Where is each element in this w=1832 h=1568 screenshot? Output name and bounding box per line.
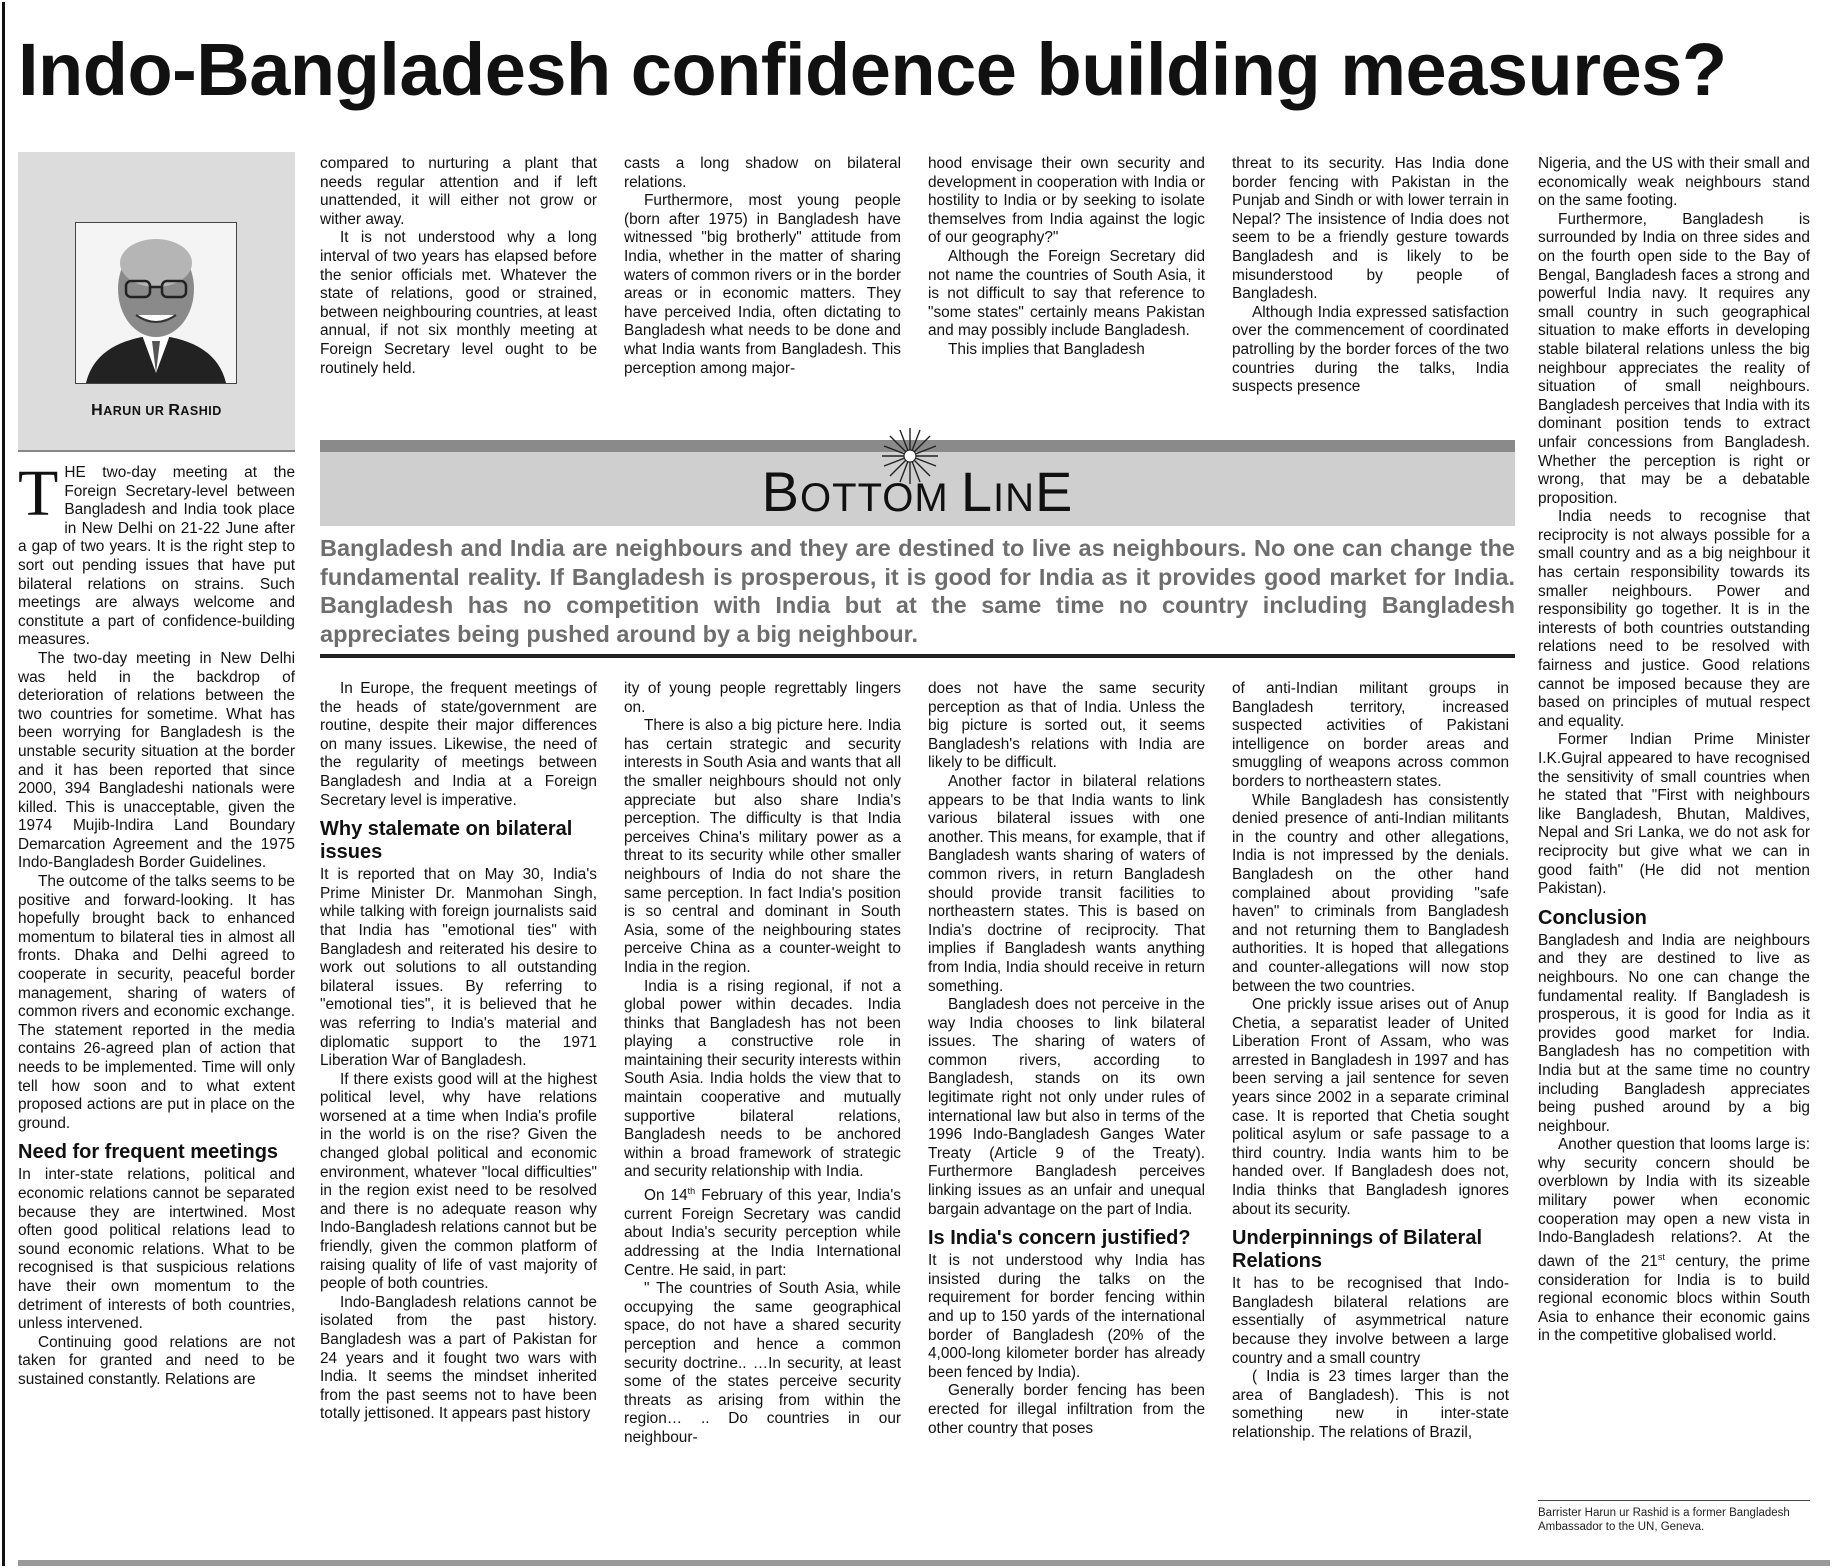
paragraph: On 14th February of this year, India's current Foreign Secretary was candid about India's security perception while addressing at the India International Centre. He said, in part:	[624, 1186, 901, 1279]
column-1	[18, 464, 295, 1560]
paragraph: ity of young people regrettably lingers on.	[624, 680, 901, 716]
paragraph: One prickly issue arises out of Anup Chetia, a separatist leader of United Liberation Front of Assam, who was arrested in Bangladesh in 1997 and has been serving a jail sentence for seven years since 2002 in a separate criminal case. It is reported that Chetia sought political asylum or safe passage to a third country. India wants him to be handed over. If Bangladesh does not, India thinks that Bangladesh ignores about its security.	[1232, 996, 1509, 1218]
paragraph: This implies that Bangladesh	[948, 340, 1145, 358]
paragraph: Bangladesh does not perceive in the way India chooses to link bilateral issues. The sharing of waters of common rivers, according to Bangladesh, stands on its own legitimate right not only under rules of international law but also in terms of the 1996 Indo-Bangladesh Ganges Water Treaty (Article 9 of the Treaty). Furthermore Bangladesh perceives linking issues as an unfair and unequal bargain advantage on the part of India.	[928, 996, 1205, 1218]
column-2-bottom	[320, 680, 597, 1560]
author-box	[18, 152, 295, 452]
paragraph: Furthermore, Bangladesh is surrounded by India on three sides and on the fourth open side to the Bay of Bengal, Bangladesh faces a strong and powerful India navy. It requires any small country in such geographical situation to make efforts in developing stable bilateral relations unless the big neighbour appreciates the reality of situation of small neighbours. Bangladesh perceives that India with its dominant position tends to extract unfair concessions from Bangladesh. Whether the perception is right or wrong, that may be a debatable proposition.	[1538, 210, 1810, 507]
paragraph: Another question that looms large is: why security concern should be overblown by India with its sizeable military power when economic cooperation may open a new vista in Indo-Bangladesh relations?. At the dawn of the 21st century, the prime consideration for India is to build regional economic blocs within South Asia to enhance their economic gains in the competitive globalised world.	[1538, 1136, 1810, 1345]
column-6	[1538, 155, 1810, 1495]
paragraph: While Bangladesh has consistently denied presence of anti-Indian militants in the country and other allegations, India is not impressed by the denials. Bangladesh on the other hand complained about providing "safe haven" to criminals from Bangladesh and not returning them to Bangladesh authorities. It is hoped that allegations and counter-allegations will now stop between the two countries.	[1232, 791, 1509, 995]
bottom-rule	[18, 1560, 1830, 1566]
paragraph: In Europe, the frequent meetings of the heads of state/government are routine, despite their major differences on many issues. Likewise, the need of the regularity of meetings between Bangladesh and India at a Foreign Secretary level is imperative.	[320, 680, 597, 809]
paragraph: Bangladesh and India are neighbours and they are destined to live as neighbours. No one can change the fundamental reality. If Bangladesh is prosperous, it is good for India as it provides good market for India. Bangladesh has no competition with India but at the same time no country including Bangladesh appreciates being pushed around by a big neighbour.	[1538, 931, 1810, 1135]
paragraph: compared to nurturing a plant that needs regular attention and if left unattended, it will either not grow or wither away.	[320, 155, 597, 228]
bottom-line-title: BOTTOM LINE	[761, 460, 1074, 523]
drop-cap: T	[18, 464, 59, 530]
subheading: Is India's concern justified?	[928, 1227, 1191, 1250]
divider	[320, 654, 1515, 658]
column-5-bottom	[1232, 680, 1509, 1560]
column-4-bottom	[928, 680, 1205, 1560]
lead-paragraph: THE two-day meeting at the Foreign Secretary-level between Bangladesh and India took place in New Delhi on 21-22 June after a gap of two years. It is the right step to sort out pending issues that have put bilateral relations on strains. Such meetings are always welcome and constitute a part of confidence-building measures.	[18, 464, 295, 649]
paragraph: threat to its security. Has India done border fencing with Pakistan in the Punjab and Sindh or with lower terrain in Nepal? The insistence of India does not seem to be a friendly gesture towards Bangladesh and is likely to be misunderstood by people of Bangladesh.	[1232, 155, 1509, 303]
paragraph: Nigeria, and the US with their small and economically weak neighbours stand on the same footing.	[1538, 155, 1810, 210]
quote: " The countries of South Asia, while occupying the same geographical space, do not have a shared security perception and hence a common security doctrine.. …In security, at least some of the states perceive security threats as arising from within the region… .. Do countries in our neighbour-	[624, 1280, 901, 1446]
paragraph: There is also a big picture here. India has certain strategic and security interests in South Asia and wants that all the smaller neighbours should not only appreciate but also share India's perception. The difficulty is that India perceives China's military power as a threat to its security while other smaller neighbours of India do not share the same perception. In fact India's position is so central and dominant in South Asia, some of the neighbouring states perceive China as a counter-weight to India in the region.	[624, 717, 901, 976]
author-portrait-icon	[75, 222, 237, 384]
column-2-top	[320, 155, 597, 415]
column-3-bottom	[624, 680, 901, 1560]
paragraph: It is not understood why a long interval of two years has elapsed before the senior officials met. Whatever the state of relations, good or strained, between neighbouring countries, at least annual, if not six monthly meeting at Foreign Secretary level ought to be routinely held.	[320, 229, 597, 377]
paragraph: It is not understood why India has insisted during the talks on the requirement for border fencing within and up to 150 yards of the international border of Bangladesh (20% of the 4,000-long kilometer border has already been fenced by India).	[928, 1252, 1205, 1381]
paragraph: It is reported that on May 30, India's Prime Minister Dr. Manmohan Singh, while talking with foreign journalists said that India has "emotional ties" with Bangladesh and reiterated his desire to work out solutions to all outstanding bilateral issues. By referring to "emotional ties", it is believed that he was referring to India's material and diplomatic support to the 1971 Liberation War of Bangladesh.	[320, 866, 597, 1070]
paragraph: casts a long shadow on bilateral relations.	[624, 155, 901, 191]
paragraph: Another factor in bilateral relations appears to be that India wants to link various bilateral issues with one another. This means, for example, that if Bangladesh wants sharing of waters of common rivers, in return Bangladesh should provide transit facilities to northeastern states. This is based on India's doctrine of reciprocity. That implies if Bangladesh wants anything from India, India should receive in return something.	[928, 772, 1205, 995]
bottom-line-text: Bangladesh and India are neighbours and they are destined to live as neighbours. No one can change the fundamental reality. If Bangladesh is prosperous, it is good for India as it provides good market for India. Bangladesh has no competition with India but at the same time no country including Bangladesh appreciates being pushed around by a big neighbour.	[320, 535, 1515, 647]
divider	[1538, 1500, 1810, 1501]
paragraph: Former Indian Prime Minister I.K.Gujral appeared to have recognised the sensitivity of small countries when he stated that "First with neighbours like Bangladesh, Bhutan, Maldives, Nepal and Sri Lanka, we do not ask for reciprocity but give what we can in good faith" (He did not mention Pakistan).	[1538, 731, 1810, 898]
paragraph: does not have the same security perception as that of India. Unless the big picture is sorted out, it seems Bangladesh's relations with India are likely to be difficult.	[928, 680, 1205, 772]
paragraph: In inter-state relations, political and economic relations cannot be separated because they are intertwined. Most often good political relations lead to sound economic relations. What to be recognised is that suspicious relations have their own momentum to the detriment of interests of both countries, unless intervened.	[18, 1166, 295, 1333]
paragraph: If there exists good will at the highest political level, why have relations worsened at a time when India's profile in the world is on the rise? Given the changed global political and economic environment, whatever "local difficulties" in the region exist need to be resolved and there is no adequate reason why Indo-Bangladesh relations cannot but be friendly, given the common platform of raising quality of life of vast majority of people of both countries.	[320, 1070, 597, 1293]
author-footnote: Barrister Harun ur Rashid is a former Bangladesh Ambassador to the UN, Geneva.	[1538, 1507, 1790, 1533]
paragraph: Continuing good relations are not taken for granted and need to be sustained constantly. Relations are	[18, 1333, 295, 1388]
paragraph: ( India is 23 times larger than the area of Bangladesh). This is not something new in inter-state relationship. The relations of Brazil,	[1232, 1368, 1509, 1441]
paragraph: of anti-Indian militant groups in Bangladesh territory, increased suspected activities of Pakistani intelligence on border areas and smuggling of weapons across common borders to northeastern states.	[1232, 680, 1509, 790]
paragraph: Furthermore, most young people (born after 1975) in Bangladesh have witnessed "big brotherly" attitude from India, whether in the matter of sharing waters of common rivers or in the border areas or in economic matters. They have perceived India, often dictating to Bangladesh what needs to be done and what India wants from Bangladesh. This perception among major-	[624, 192, 901, 377]
paragraph: Generally border fencing has been erected for illegal infiltration from the other country that poses	[928, 1382, 1205, 1437]
paragraph: Although the Foreign Secretary did not name the countries of South Asia, it is not difficult to say that reference to "some states" certainly means Pakistan and may possibly include Bangladesh.	[928, 247, 1205, 340]
subheading: Need for frequent meetings	[18, 1141, 279, 1164]
column-3-top	[624, 155, 901, 415]
headline: Indo-Bangladesh confidence building measures?	[18, 28, 1727, 111]
paragraph: Although India expressed satisfaction over the commencement of coordinated patrolling by the border forces of the two countries during the talks, India suspects presence	[1232, 303, 1509, 396]
paragraph: India needs to recognise that reciprocity is not always possible for a small country and as a big neighbour it has certain responsibility towards its smaller neighbours. Power and responsibility go together. It is in the interests of both countries outstanding relations need to be resolved with fairness and justice. Good relations cannot be imposed because they are based on principles of mutual respect and equality.	[1538, 508, 1810, 730]
paragraph: It has to be recognised that Indo-Bangladesh bilateral relations are essentially of asymmetrical nature because they involve between a large country and a small country	[1232, 1275, 1509, 1367]
subheading: Conclusion	[1538, 906, 1647, 929]
subheading: Underpinnings of Bilateral Relations	[1232, 1227, 1483, 1273]
author-name: HARUN UR RASHID	[91, 402, 222, 419]
subheading: Why stalemate on bilateral issues	[320, 818, 573, 864]
paragraph: The two-day meeting in New Delhi was held in the backdrop of deterioration of relations between the two countries for sometime. What has been worrying for Bangladesh is the unstable security situation at the border and it has been reported that since 2000, 394 Bangladeshi nationals were killed. This is unacceptable, given the 1974 Mujib-Indira Land Boundary Demarcation Agreement and the 1975 Indo-Bangladesh Border Guidelines.	[18, 649, 295, 872]
paragraph: hood envisage their own security and development in cooperation with India or hostility to India or by seeking to isolate themselves from India against the logic of our geography?"	[928, 155, 1205, 247]
column-4-top	[928, 155, 1205, 415]
paragraph: Indo-Bangladesh relations cannot be isolated from the past history. Bangladesh was a part of Pakistan for 24 years and it fought two wars with India. It seems the mindset inherited from the past seems not to have been totally jettisoned. It appears past history	[320, 1293, 597, 1423]
paragraph: India is a rising regional, if not a global power within decades. India thinks that Bangladesh has not been playing a constructive role in maintaining their security interests within South Asia. India holds the view that to maintain cooperative and mutually supportive bilateral relations, Bangladesh needs to be anchored within a broad framework of strategic and security relationship with India.	[624, 977, 901, 1181]
paragraph: The outcome of the talks seems to be positive and forward-looking. It has hopefully brought back to enhanced momentum to bilateral ties in almost all fronts. Dhaka and Delhi agreed to cooperate in security, peaceful border management, sharing of waters of common rivers and economic exchange. The statement reported in the media contains 26-agreed plan of action that needs to be implemented. Time will only tell how soon and to what extent proposed actions are put in place on the ground.	[18, 873, 295, 1132]
column-5-top	[1232, 155, 1509, 415]
